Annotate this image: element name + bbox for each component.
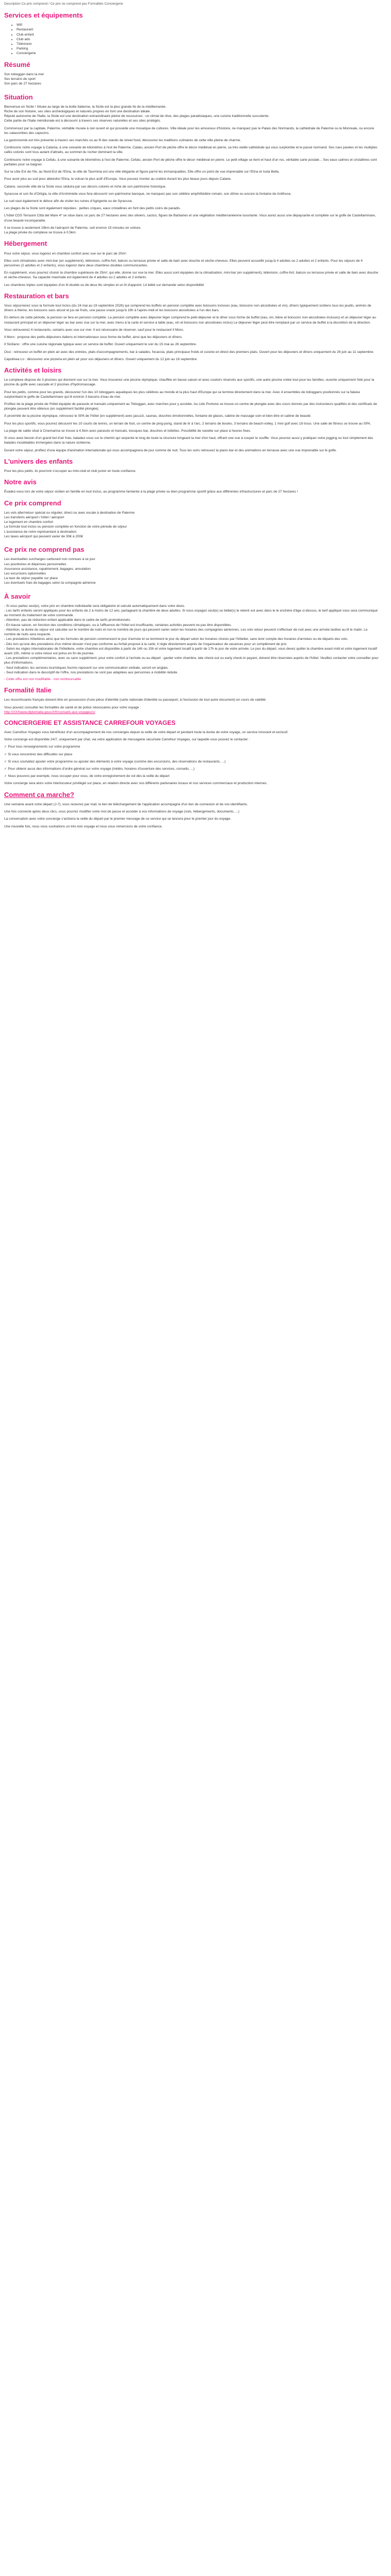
situation-title: Situation (4, 93, 33, 101)
paragraph: Pour les plus petits, ils pourront s'occuper au mini-club et club junior en toute confiance. (4, 469, 136, 473)
savoir-title: À savoir (4, 592, 31, 600)
list-item: Les pourboires et dépenses personnelles (4, 562, 67, 566)
activites-title: Activités et loisirs (4, 366, 62, 374)
list-item: L'assistance de notre représentant à destination (4, 530, 77, 534)
paragraph: Les chambres triples sont équipées d'un lit double ou de deux lits simples et un lit d'appoint. Lit bébé sur demande selon disponibilité (4, 283, 204, 287)
list-item: - Les prestations complémentaires, avec ou sans supplément, pour votre confort à l'arrivée ou au départ : garder votre chambre, late check-out ou early check-in payant, doivent être réservées auprès de l'hôtel. Veuillez contacter votre conseiller pour plus d'informations. (4, 656, 379, 665)
paragraph: Vous séjournerez sous la formule tout inclus (du 24 mai au 19 septembre 2026) qui comprend les buffets en pension complète avec boissons incluses (eau, boissons non alcoolisées et vin), dîners typiquement siciliens tous les jeudis, animés de dîners à thème, les boissons sans alcool et jus de fruits, une pause snack jusqu'à 19h à l'après-midi et les boissons alcoolisées à l'un des bars. (4, 304, 371, 313)
service-item: • Wifi (17, 23, 379, 27)
list-item: - Dès lors qu'une des prestations d'un même dossier n'est pas conforme au forfait proposé à la carte, il règle directement auprès de l'organisateur de vacances pour un complément de prix. (4, 642, 287, 646)
breadcrumb[interactable]: Description Ce prix comprend / Ce prix ne comprend pas Formalités Conciergerie (4, 2, 123, 6)
paragraph: Pour votre séjour, vous logerez en chambre confort avec vue sur le parc de 20m². (4, 251, 127, 256)
paragraph: Vous retrouverez 4 restaurants, certains avec vue sur mer. Il est nécessaire de réserver, sauf pour le restaurant Il Moro. (4, 328, 184, 332)
paragraph: Profitez de la plage privée de l'hôtel équipée de parasols et transats uniquement au Toboggan, avec marches pour y accéder. Au Lido Pontone se trouve un centre de plongée avec des cours donnés par des instructeurs qualifiés et des certificats de plongée peuvent être obtenus (en supplément facilité plongée). (4, 402, 377, 411)
checklist-item: ✓ Si vous souhaitez ajouter votre programme ou ajouter des éléments à votre voyage (comme des excursions, des réservations de restaurants, ...) (4, 759, 226, 764)
list-item: La formule tout inclus ou pension complète en fonction de votre période de séjour (4, 525, 127, 529)
list-item: Assurance assistance, rapatriement, bagages, annulation (4, 567, 91, 571)
list-item: Les vols aller/retour spécial ou régulier, direct ou avec escale à destination de Palerme (4, 511, 135, 515)
list-item: Les éventuels frais de bagages selon la compagnie aérienne (4, 581, 96, 585)
paragraph: L'hôtel CDS Terrasini Città del Mare 4* se situe dans un parc de 27 hectares avec des oliviers, cactus, figues de Barbaries et une végétation méditerranéenne luxuriante. Vous aurez aussi une dépaysante et complète sur le golfe de Castellammare, d'une beauté incomparable. (4, 214, 376, 223)
paragraph: Capolinea Lo : découvrez une pizzeria en plein air pour vos déjeuners et dîners. Ouvert uniquement du 12 juin au 18 septembre. (4, 357, 198, 361)
avis-title: Notre avis (4, 478, 37, 486)
paragraph: Pour les plus sportifs, vous pourrez découvrir les 10 courts de tennis, un terrain de foot, un centre de ping-pong, stand de tir à l'arc, 2 terrains de boules, 3 terrains de beach-volley, 1 mini golf avec 18 trous. Une salle de fitness se trouve au SPA. (4, 421, 371, 426)
paragraph: Syracuse et son île d'Ortigia, la ville d'Archimède vous fera découvrir son patrimoine baroque, ne manquez pas son célèbre amphithéâtre romain, son dôme ou encore la fontaine de Aréthuse. (4, 192, 292, 196)
service-item: • Club ado (17, 37, 379, 42)
paragraph: Réputé autonome de l'Italie, la Sicile est une destination extraordinaire pleine de ressources : un climat de rêve, des plages paradisiaques, une cuisine traditionnelle succulente. (4, 114, 270, 118)
paragraph: Une semaine avant votre départ (J-7), vous recevrez par mail, le lien de téléchargement de l'application accompagné d'un lien de connexion et de vos identifiants. (4, 802, 248, 806)
paragraph: Cette partie de l'Italie méridionale est à découvrir à travers ses réserves naturelles et ses sites protégés. (4, 119, 161, 123)
paragraph: Évadez-vous lors de votre séjour sicilien en famille en tout inclus, au programme farniente à la plage privée ou bien programme sportif grâce aux différentes infrastructures et parc de 27 hectares ! (4, 490, 298, 494)
paragraph: Riche de son histoire, ses sites archéologiques et naturels propres en font une destination idéale. (4, 109, 151, 113)
paragraph: La gastronomie est très présente à travers ses marchés ou au fil des stands de street food, découvrez les traditions culinaires de cette ville pleine de charme. (4, 139, 241, 143)
paragraph: Il se trouve à seulement 19km de l'aéroport de Palerme, soit environ 15 minutes en voiture. (4, 226, 141, 230)
resume-line: Ses terrains de sport (4, 77, 36, 81)
comment-title: Comment ça marche? (4, 790, 74, 799)
paragraph: En supplément, vous pourrez choisir la chambre supérieure de 25m², qui elle, donne sur vue la mer. Elles aussi sont équipées de la climatisation, mini-bar (en supplément), télévision, coffre-fort, balcon ou terrasse privée et salle de bain avec douche et sèche-cheveux. Sa capacité maximale est également de 4 adultes ou 2 adultes et 2 enfants. (4, 271, 379, 280)
checklist-item: ✓ Pour tous renseignements sur votre programme (4, 745, 80, 749)
paragraph: Les ressortissants français doivent être en possession d'une pièce d'identité (carte nationale d'identité ou passeport, à l'exclusion de tout autre document) en cours de validité. (4, 698, 267, 702)
list-item: Les taxes aéroport qui peuvent varier de 30€ à 200€ (4, 534, 83, 538)
list-item: - Selon les règles internationales de l'hôtellerie, votre chambre est disponible à partir de 14h ou 15h et votre logement locatif à partir de 17h le jour de votre arrivée. Le jour du départ, vous devez quitter la chambre avant midi et votre logement locatif avant 10h, même si votre retour est prévu en fin de journée. (4, 647, 377, 655)
univers-title: L'univers des enfants (4, 457, 73, 465)
paragraph: Durant votre séjour, profitez d'une équipe d'animation internationale qui vous accompagnera de jour comme de nuit. Tous les soirs retrouvez la piano bar et des animations en terrasse avec une vue imprenable sur le golfe. (4, 448, 337, 452)
service-item: • Restaurant (17, 27, 379, 32)
necomprend-title: Ce prix ne comprend pas (4, 546, 85, 554)
checklist-item: ✓ Si vous rencontrez des difficultés sur place (4, 752, 73, 756)
service-item: • Télévision (17, 42, 379, 46)
resume-title: Résumé (4, 60, 30, 69)
paragraph: Votre concierge est disponible 24/7, uniquement par chat, via votre application de messagerie sécurisée Carrefour Voyages, sur laquelle vous pouvez le contacter : (4, 738, 250, 742)
paragraph: La conversation avec votre concierge s'activera la veille du départ par le premier message de ce service qui se lancera pour le premier jour du voyage. (4, 817, 231, 821)
hebergement-title: Hébergement (4, 240, 47, 248)
checklist-item: ✓ Nous pouvons par exemple, nous occuper pour vous, de votre enregistrement de vol dès la veille du départ (4, 774, 170, 778)
paragraph: Il Siciliano : offre une cuisine régionale typique avec un service de buffet. Ouvert uniquement le soir du 15 mai au 26 septembre. (4, 343, 197, 347)
restauration-title: Restauration et bars (4, 292, 69, 300)
paragraph: Continuons notre voyage à Cefalu, à une soixante de kilomètres à l'est de Palerme, Cefalu, ancien Port de pêche offre le décor médiéval en pierre. Le petit village se tient et haut d'un roc, véritable carte postale... Ses eaux calmes et cristallines sont parfaites pour se baigner. (4, 158, 377, 166)
paragraph: Le complexe dispose de 3 piscines qui donnent vue sur la mer. Vous trouverez une piscine olympique, chauffée en basse saison et avec couloirs réservés aux sportifs, une autre piscine créée tout pour les familles, ouverte uniquement l'été pour la piscine du golfe avec cascade et 2 piscines d'hydromassage. (4, 378, 374, 387)
list-item: - Seul indication, les services touristiques fournis reposent sur une communication verbale, seront en anglais. (4, 666, 169, 670)
paragraph: Sur la côte Est de l'île, au Nord-Est de l'Etna, la ville de Taormina est une ville élégante et figure parmi les immanquables. Elle offre un point de vue imprenable sur l'Etna et Isola Bella. (4, 170, 280, 174)
formalite-title: Formalité Italie (4, 686, 52, 694)
resume-line: Son toboggan dans la mer (4, 72, 44, 76)
checklist-item: ✓ Pour obtenir aussi des informations d'ordre général sur votre voyage (météo, horaires d'ouverture des services, conseils, ...) (4, 767, 195, 771)
paragraph: Une fois connecté après deux clics, vous pourrez modifier votre mot de passe et accéder à vos informations de voyage (vols, hébergements, documents, ...) (4, 810, 239, 814)
paragraph: La plage de sable situé à Cinemarina se trouve à 4.5km avec parasols et transats, kiosques bar, douches et toilettes. Possibilité de navette sur place à heures fixes. (4, 429, 251, 433)
paragraph: Commencez par la capitale, Palerme, véritable musée à ciel ouvert et qui possède une mosaïque de cultures. Ville idéale pour les amoureux d'histoire, ne manquez pas le Palais des Normands, la cathédrale de Palerme ou le Monreale, ou encore les catacombes des capucins. (4, 126, 374, 135)
list-item: - Seul indication dans le descriptif de l'offre, nos prestations ne sont pas adaptées aux personnes à mobilité réduite. (4, 670, 178, 674)
paragraph: Le sud vaut également le détour afin de visiter les ruines d'Agrigente ou de Syracuse. (4, 199, 133, 203)
paragraph: Votre concierge sera alors votre interlocuteur privilégié sur place, en relation directe avec nos différents partenaires locaux et nos services commerciaux et production internes. (4, 782, 268, 786)
diplomatie-link[interactable]: http:XXXXwww.diplomatie.gouv.fr/fr/conseils-aux-voyageurs/ (4, 710, 95, 714)
paragraph: Les plages de la Sicile sont également réputées : petites criques, eaux cristallines en font des petits coins de paradis. (4, 207, 181, 211)
list-item: Les éventuelles surcharges carburant non connues à ce jour (4, 557, 95, 562)
paragraph: Une nouvelle fois, nous vous souhaitons un très bon voyage et nous vous remercions de votre confiance. (4, 824, 163, 828)
list-item: La taxe de séjour payable sur place (4, 577, 58, 581)
paragraph: Si vous avez besoin d'un grand bol d'air frais, baladez-vous sur le chemin qui serpente le long de toute la structure longeant la mer d'en haut, offrant une vue à couper le souffle. Vous pourrez aussi y pratiquer votre jogging ou tout simplement des balades inoubliables immergées dans la nature sicilienne. (4, 436, 373, 445)
paragraph: À proximité de la piscine olympique, retrouvez le SPA de l'hôtel (en supplément) avec jacuzzi, saunas, douches émotionnelles, fontaine de glaces, cabine de massage soin et bien-être et cabine de beauté. (4, 414, 312, 418)
paragraph: Ossi : retrouvez un buffet en plein air avec des entrées, plats d'accompagnements, bar à salades, focaccia, plats principaux froids et cuisine en direct des premiers plats. Ouvert pour les déjeuners et dîners uniquement du 26 juin au 11 septembre. (4, 350, 374, 354)
paragraph: Avec Carrefour Voyages vous bénéficiez d'un accompagnement de nos concierges depuis la veille de votre départ et pendant toute la durée de votre voyage, un service innovant et exclusif. (4, 730, 288, 734)
list-item: Le logement en chambre confort (4, 520, 53, 524)
non-refundable-note: - Cette offre est non modifiable - non remboursable (4, 677, 82, 682)
resume-line: Son parc de 27 hectares (4, 82, 41, 86)
service-item: • Club enfant (17, 32, 379, 37)
document (0, 0, 383, 829)
list-item: - Les tarifs enfants seront appliqués pour les enfants de 2 à moins de 12 ans, partageant la chambre de deux adultes. Si vous voyagez seul(e) ou bébé(s) le retenir est avec dans le le enchère d'âge ci-dessus, le tarif appliqué vous sera communiqué au moment du traitement de votre commande. (4, 609, 378, 618)
paragraph: Vous pouvez consulter les formalités de santé et de police nécessaires pour votre voyage : (4, 705, 141, 709)
paragraph: Elles sont climatisées avec mini-bar (en supplément), télévision, coffre-fort, balcon ou terrasse privée et salle de bain avec douche et sèche-cheveux. Elles peuvent accueillir jusqu'à 4 adultes ou 2 adultes et 2 enfants. Pour les séjours de 4 personnes (2 adultes et 2 enfants), vous logerez dans deux chambres doubles communicantes. (4, 259, 363, 267)
list-item: Les transferts aéroport / hôtel / aéroport (4, 516, 64, 519)
list-item: - En basse saison, en fonction des conditions climatiques, ou à l'affluence de l'hôtel est insuffisante, certaines activités peuvent ne pas être disponibles. (4, 623, 232, 627)
paragraph: Pour les petits, comme pour les grands, découvrez l'un des 10 toboggans aquatiques les plus célèbres au monde et la plus haut d'Europe qui se termine directement dans la mer. Avec 4 ensembles de toboggans positionnés sur la falaise surplombant le golfe de Castellammare qui lit environ 3 bassins d'eau de mer. (4, 390, 361, 399)
paragraph: En dehors de cette période, la pension se fera en pension complète. La pension complète avec déjeuner léger comprend le petit-déjeuner et le dîner sous forme de buffet (eau, vin, bière et boissons non-alcoolisées incluses) et un déjeuner léger au restaurant principal et un déjeuner léger au bar avec vue sur la mer, avec menu à la carte et service à table (eau, vin et boissons non alcoolisées inclus) Le déjeuner léger peut être remplacé par un service de buffet à la discrétion de la direction. (4, 316, 376, 325)
paragraph: Continuons notre voyage à Catania, à une soixante de kilomètres à l'est de Palerme, Catalu, ancien Port de pêche offre le décor médiéval en pierre, sa très vieille cathédrale qui vous surplombe et le passé normand. Ses rues pavées et les multiples cafés colorés sont tous autant d'attraits, au sommet du rocher dominant la ville. (4, 146, 378, 155)
services-title: Services et équipements (4, 11, 83, 19)
paragraph: La plage privée du complexe se trouve à 0.5km. (4, 231, 77, 235)
comprend-title: Ce prix comprend (4, 499, 61, 507)
list-item: - Attention, la durée du séjour est calculée sur le nombre de nuits et non le nombre de jours qui peuvent varier selon les horaires des compagnies aériennes. Les vols retour peuvent s'effectuer de nuit avec une arrivée tardive au lit le matin. Le nombre de nuits sera respecté. (4, 628, 368, 637)
list-item: - Attention, pas de réduction enfant applicable dans le cadre de tarifs promotionnels. (4, 618, 131, 622)
service-item: • Parking (17, 46, 379, 51)
paragraph: Pour avoir plus au sud pour atteindre l'Etna, le volcan le plus actif d'Europe. Vous pouvez monter au cratère durant les plus beaux jours depuis Catane. (4, 177, 232, 181)
list-item: - Si vous partez seul(e), votre prix en chambre individuelle sera obligatoire et calculé automatiquement dans votre devis. (4, 604, 185, 608)
service-item: • Conciergerie (17, 51, 379, 56)
paragraph: Il Moro : propose des petits-déjeuners italiens et internationaux sous forme de buffet, ainsi que les déjeuners et dîners. (4, 335, 183, 340)
paragraph: Bienvenue en Sicile ! Située au large de la botte italienne, la Sicile est la plus grande île de la méditerranée. (4, 105, 167, 109)
services-list (4, 23, 379, 56)
concierge-title: CONCIERGERIE ET ASSISTANCE CARREFOUR VOYAGES (4, 719, 176, 727)
paragraph: Catane, seconde ville de la Sicile vous séduira par ses décors colorés et riche de son patrimoine historique. (4, 184, 167, 189)
list-item: - Les prestations hôtelières ainsi que les formules de pension commencent le jour d'arrivée et se terminent le jour du départ selon les horaires choisis par l'hôtelier, sans tenir compte des horaires d'arrivées ou de départs des vols. (4, 637, 348, 641)
list-item: Les excursions optionnelles (4, 571, 46, 575)
